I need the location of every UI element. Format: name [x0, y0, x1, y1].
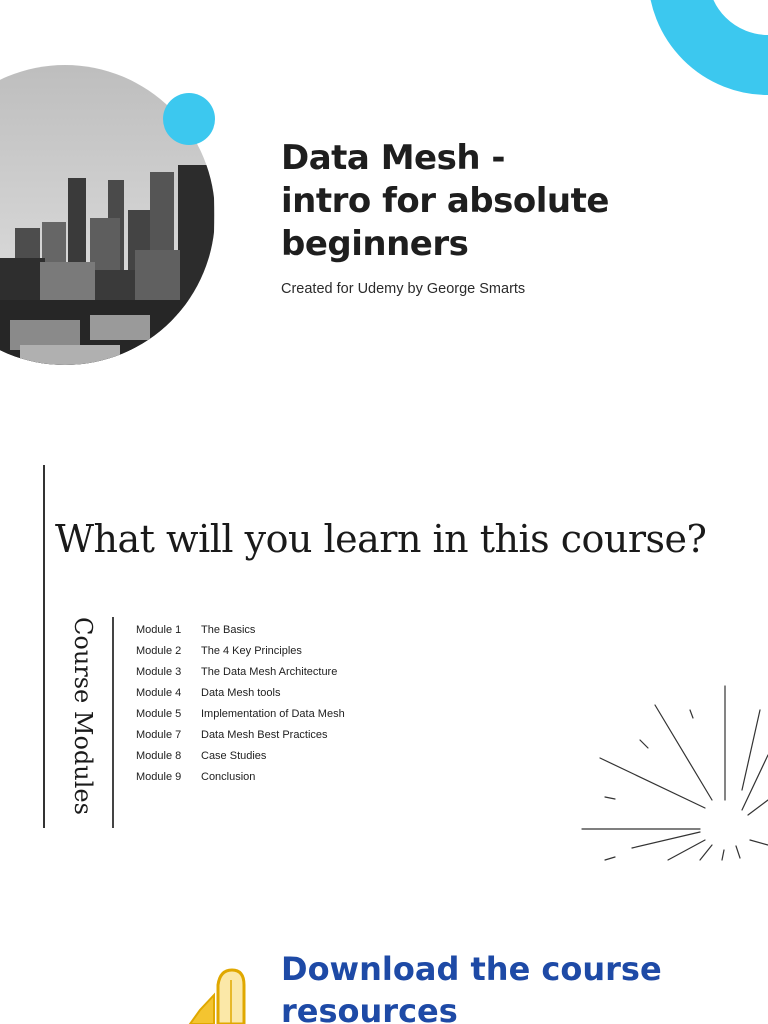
section-heading: What will you learn in this course?	[55, 517, 707, 561]
pencil-icon	[185, 965, 255, 1024]
module-name: Data Mesh Best Practices	[201, 728, 328, 741]
course-modules-label-text: Course Modules	[69, 617, 97, 815]
title-line-1: Data Mesh -	[281, 138, 505, 178]
module-row	[136, 745, 345, 766]
module-number: Module 4	[136, 686, 182, 699]
module-name: The Basics	[201, 623, 256, 636]
module-name: The 4 Key Principles	[201, 644, 302, 657]
module-name: Case Studies	[201, 749, 267, 762]
title-line-3: beginners	[281, 224, 469, 264]
module-number: Module 7	[136, 728, 182, 741]
module-name: Implementation of Data Mesh	[201, 707, 345, 720]
title-line-2: intro for absolute	[281, 181, 609, 221]
sunburst-decoration	[575, 680, 768, 870]
section-divider-line	[43, 465, 45, 828]
module-number: Module 1	[136, 623, 182, 636]
module-name: The Data Mesh Architecture	[201, 665, 338, 678]
module-name: Data Mesh tools	[201, 686, 281, 699]
subtitle: Created for Udemy by George Smarts	[281, 281, 526, 297]
modules-divider-line	[112, 617, 114, 828]
module-number: Module 8	[136, 749, 182, 762]
module-number: Module 5	[136, 707, 182, 720]
module-number: Module 2	[136, 644, 182, 657]
module-number: Module 3	[136, 665, 182, 678]
download-heading	[281, 948, 721, 1024]
city-skyline-image	[0, 40, 230, 400]
module-number: Module 9	[136, 770, 182, 783]
module-row	[136, 724, 345, 745]
download-heading-line-2: resources	[281, 992, 458, 1024]
module-row	[136, 640, 345, 661]
module-row	[136, 682, 345, 703]
download-heading-line-1: Download the course	[281, 950, 662, 988]
module-row	[136, 766, 345, 787]
module-list	[136, 619, 345, 787]
module-row	[136, 703, 345, 724]
page-title	[281, 137, 681, 266]
module-row	[136, 661, 345, 682]
module-name: Conclusion	[201, 770, 256, 783]
module-row	[136, 619, 345, 640]
